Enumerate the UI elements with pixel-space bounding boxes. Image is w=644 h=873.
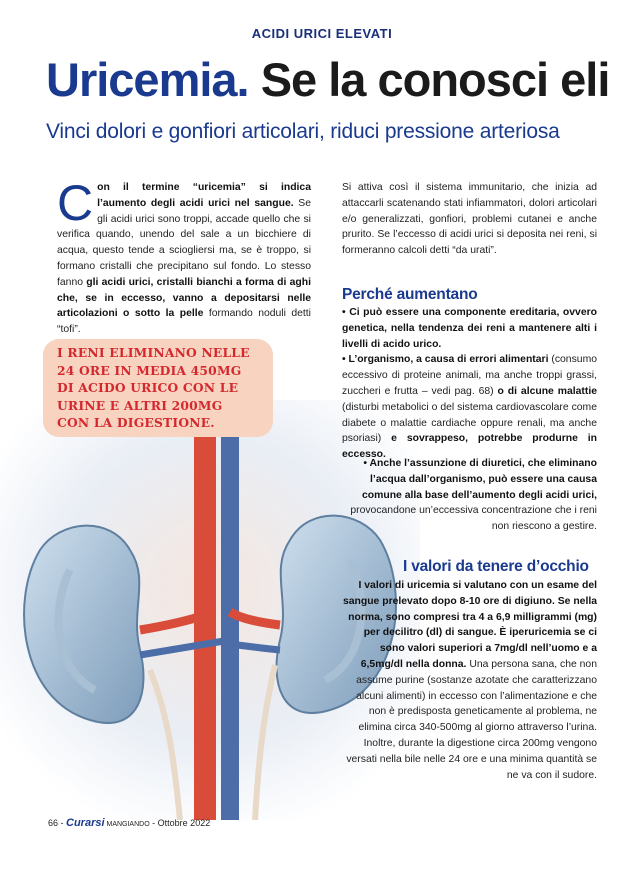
intro-bold-1: on il termine “uricemia” si indica l’aumento degli acidi urici nel sangue. (97, 182, 311, 209)
headline-part-1: Uricemia. (46, 53, 249, 106)
bullet-diuretics: • Anche l’assunzione di diuretici, che eliminano l’acqua dall’organismo, può essere una causa comune alla base dell’aumento degli acidi urici, provocandone un’eccessiva concentrazione che i reni non riescono a gestire. (350, 458, 597, 533)
magazine-subbrand: MANGIANDO (104, 821, 150, 828)
values-column (342, 578, 597, 783)
subtitle: Vinci dolori e gonfiori articolari, riduci pressione arteriosa (46, 120, 560, 143)
headline-part-2: Se la conosci eli (260, 53, 610, 106)
bullet-heredity: • Ci può essere una componente ereditaria, ovvero genetica, nella tendenza dei reni a mantenere alti i livelli di acido urico. (342, 307, 597, 350)
immune-paragraph (342, 180, 597, 259)
why-list (342, 305, 597, 463)
page-footer (48, 817, 210, 829)
immune-text: Si attiva così il sistema immunitario, che inizia ad attaccarli scatenando stati infiammatori, dolori articolari e/o generalizzati, gonfiori, problemi cutanei e anche prurito. Se l’eccesso di acidi urici si deposita nei reni, si formeranno calcoli detti “da urati”. (342, 182, 597, 257)
kicker: ACIDI URICI ELEVATI (251, 26, 393, 41)
section-title-values: I valori da tenere d’occhio (403, 558, 589, 575)
intro-bold-2: gli acidi urici, cristalli bianchi a forma di aghi che, se in eccesso, vanno a depositarsi nelle articolazioni o sotto la pelle (57, 276, 311, 320)
callout-text: I RENI ELIMINANO NELLE 24 ORE IN MEDIA 450MG DI ACIDO URICO CON LE URINE E ALTRI 200MG CON LA DIGESTIONE. (57, 345, 250, 431)
issue-date: - Ottobre 2022 (149, 818, 211, 828)
magazine-brand: Curarsi (66, 817, 105, 829)
intro-text-2: formando noduli detti “tofi”. (57, 308, 311, 336)
drop-cap: C (57, 175, 94, 231)
callout-box (43, 339, 273, 437)
section-title-why: Perché aumentano (342, 286, 478, 303)
values-text: I valori di uricemia si valutano con un esame del sangue prelevato dopo 8-10 ore di digiuno. Se nella norma, sono compresi tra 4 a 6,9 milligrammi (mg) per decilitro (dl) di sangue. È iperuricemia se ci sono valori superiori a 7mg/dl nell’uomo e a 6,5mg/dl nella donna. Una persona sana, che non assume purine (sostanze azotate che caratterizzano alcuni alimenti) in eccesso con l’alimentazione e che non è predisposta geneticamente al problema, ne elimina circa 340-500mg al giorno attraverso l’urina. Inoltre, durante la digestione circa 200mg vengono versati nella bile nelle 24 ore e una minima quantità se ne va con il sudore. (342, 580, 597, 781)
intro-text-1: Se gli acidi urici sono troppi, accade quello che si verifica quando, unendo del sale a un bicchiere di acqua, questo tende a sciogliersi ma, se è troppo, si formano cristalli che precipitano sul fondo. Lo stesso fanno (57, 197, 311, 288)
headline (46, 50, 609, 110)
diuretics-block (342, 456, 597, 535)
intro-column (57, 175, 311, 338)
page-number: 66 - (48, 818, 67, 828)
bullet-organism: • L’organismo, a causa di errori alimentari (consumo eccessivo di proteine animali, ma anche troppi grassi, zuccheri e frutta – vedi pag. 68) o di alcune malattie (disturbi metabolici o del sistema cardiovascolare come diabete o malattie cardiache oppure renali, ma anche psoriasi) e sovrappeso, potrebbe produrne in eccesso. (342, 354, 597, 461)
